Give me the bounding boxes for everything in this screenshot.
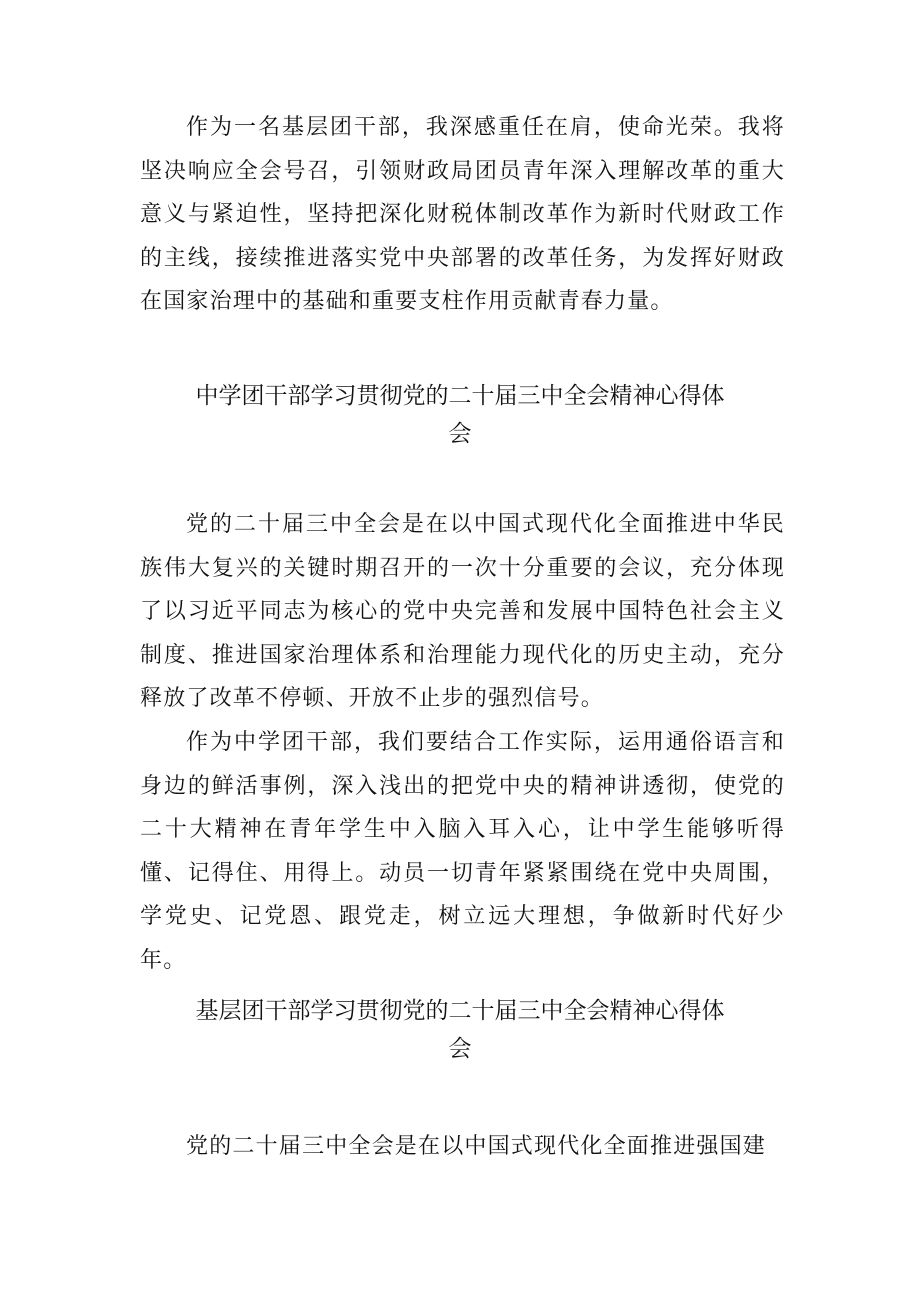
body-paragraph-2: 党的二十届三中全会是在以中国式现代化全面推进中华民族伟大复兴的关键时期召开的一次十分重要的会议，充分体现了以习近平同志为核心的党中央完善和发展中国特色社会主义制度、推进国家治理体系和治理能力现代化的历史主动，充分释放了改革不停顿、开放不止步的强烈信号。 [140, 512, 785, 712]
body-paragraph-4: 党的二十届三中全会是在以中国式现代化全面推进强国建 [186, 1134, 767, 1159]
section-heading-1 [140, 377, 780, 453]
section-heading-1-line-1: 中学团干部学习贯彻党的二十届三中全会精神心得体 [195, 383, 725, 409]
section-heading-2-line-1: 基层团干部学习贯彻党的二十届三中全会精神心得体 [195, 998, 725, 1024]
section-heading-2-line-2: 会 [448, 1036, 472, 1062]
body-paragraph-3: 作为中学团干部，我们要结合工作实际，运用通俗语言和身边的鲜活事例，深入浅出的把党中央的精神讲透彻，使党的二十大精神在青年学生中入脑入耳入心，让中学生能够听得懂、记得住、用得上。动员一切青年紧紧围绕在党中央周围，学党史、记党恩、跟党走，树立远大理想，争做新时代好少年。 [140, 730, 785, 973]
body-paragraph-1: 作为一名基层团干部，我深感重任在肩，使命光荣。我将坚决响应全会号召，引领财政局团员青年深入理解改革的重大意义与紧迫性，坚持把深化财税体制改革作为新时代财政工作的主线，接续推进落实党中央部署的改革任务，为发挥好财政在国家治理中的基础和重要支柱作用贡献青春力量。 [140, 115, 785, 315]
section-heading-2 [140, 992, 780, 1068]
section-heading-1-line-2: 会 [448, 421, 472, 447]
